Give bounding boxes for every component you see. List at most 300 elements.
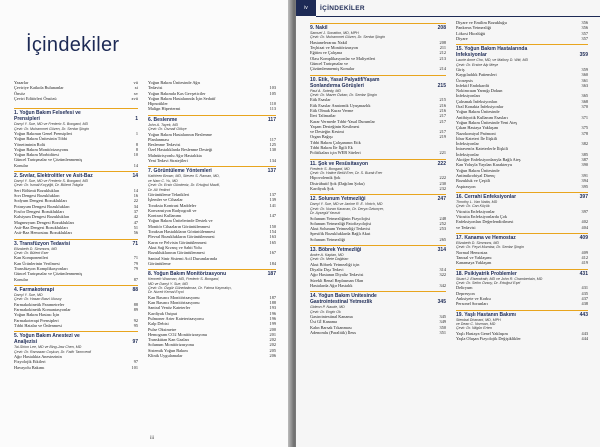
entry-title: Ürosepsis bbox=[456, 77, 473, 83]
entry-title: Kan Basıncı Monitörizasyonu bbox=[148, 300, 200, 306]
toc-chapter bbox=[14, 331, 138, 370]
toc-entry bbox=[310, 330, 446, 335]
entry-page: 125 bbox=[269, 142, 276, 148]
entry-title: Yoğun Bakım Ünitesinde Yeni Ateş bbox=[456, 119, 518, 125]
chapter-heading bbox=[456, 44, 588, 52]
chapter-authors: John A. Tayek, MD bbox=[148, 122, 179, 127]
left-page bbox=[0, 0, 292, 447]
entry-title: Farmakokinetik Komantasyonlar bbox=[14, 306, 71, 312]
entry-title: Akut Sağ Kıvanç ve Sabit Yolu bbox=[148, 244, 202, 250]
chapter-page: 215 bbox=[437, 82, 446, 89]
toc-entry bbox=[14, 230, 138, 235]
entry-page: 368 bbox=[581, 98, 588, 104]
header-title: İÇİNDEKİLER bbox=[320, 5, 365, 12]
chapter-heading bbox=[14, 239, 138, 247]
chapter-heading bbox=[310, 159, 446, 167]
chapter-page: 208 bbox=[437, 25, 446, 31]
entry-page: 215 bbox=[439, 97, 446, 103]
chapter-authors: Dr. Aysegül Yavruk bbox=[310, 211, 341, 216]
chapter-authors: Çevir: Dr. Ersin Gündeniz, Dr. Ertuğrul Mavili, bbox=[148, 183, 221, 188]
entry-page: 200 bbox=[269, 326, 276, 332]
entry-title: Önsöz bbox=[14, 90, 25, 96]
entry-title: Olası Komplikasyonlar ve Maliyetleri bbox=[310, 55, 376, 61]
chapter-authors: Timothy L. Van Natta, MD bbox=[456, 199, 498, 204]
chapter-title: 15. Yoğun Bakım Hastalarında bbox=[456, 46, 528, 53]
entry-title: Nazokomiyal Pnömoni bbox=[456, 130, 496, 136]
entry-title: Konvansiyon Radyografi ve bbox=[148, 207, 197, 213]
chapter-heading bbox=[148, 115, 276, 123]
entry-title: Güncel Tartışmalar ve Çözümlenmemiş bbox=[14, 271, 83, 277]
entry-title: Bozukluk ve Çeşitli bbox=[456, 178, 491, 184]
entry-page: 202 bbox=[269, 342, 276, 348]
chapter-title: 19. Yaşlı Hastanın Bakımı bbox=[456, 311, 516, 318]
toc-entry bbox=[310, 66, 446, 71]
entry-title: Pulmoner Arter Kateterizasyonu bbox=[148, 315, 204, 321]
entry-title: Farmakoterapi Prensipleri bbox=[14, 317, 59, 323]
entry-title: Distrübutif Şok (Dağılım Şoku) bbox=[310, 180, 365, 186]
entry-title: Sıvı Dengesi Bozuklukları bbox=[14, 193, 60, 199]
toc-chapter bbox=[148, 166, 276, 266]
entry-page: 404 bbox=[581, 224, 588, 230]
entry-title: İnfeksiyonlar bbox=[456, 141, 479, 147]
entry-title: Vücutta Enfeksiyonlarda Çok bbox=[456, 213, 508, 219]
chapter-heading bbox=[310, 23, 446, 31]
entry-title: Monitör Cihazların Görüntülenmesi bbox=[148, 223, 210, 229]
entry-title: Kalın Barsak Tıkanması bbox=[310, 324, 352, 330]
chapter-authors: ve Dean C. Norman, MD bbox=[456, 321, 496, 326]
toc-entry bbox=[310, 237, 446, 242]
entry-title: Yoğun Bakım Morbiditesi bbox=[14, 152, 59, 158]
entry-page: 216 bbox=[439, 108, 446, 113]
chapter-page: 409 bbox=[579, 234, 588, 241]
toc-chapter bbox=[14, 285, 138, 328]
entry-page: 357 bbox=[581, 30, 588, 36]
chapter-authors: Çevir: Dr. Osmail Gökçe bbox=[148, 127, 187, 132]
entry-title: Etik Olmak Kurar Verme bbox=[310, 108, 354, 113]
entry-page: 89 bbox=[133, 306, 138, 312]
chapter-authors: Çevir: Dr. Engin Ok bbox=[310, 309, 341, 314]
entry-page: 382 bbox=[581, 141, 588, 147]
toc-column-1 bbox=[14, 80, 138, 372]
entry-title: Antibiyotik Kullanım Esasları bbox=[456, 114, 508, 120]
chapter-title: 3. Transfüzyon Tedavisi bbox=[14, 240, 71, 247]
toc-entry bbox=[310, 186, 446, 191]
entry-page: 248 bbox=[439, 215, 446, 221]
toc-entry bbox=[148, 353, 276, 358]
chapter-page: 397 bbox=[579, 193, 588, 200]
chapter-authors: Dr. Ali Yedincl bbox=[148, 187, 171, 192]
entry-page: 8 bbox=[135, 146, 138, 152]
entry-page: 345 bbox=[439, 314, 446, 320]
entry-title: Transkütan Kan Gazları bbox=[148, 337, 190, 343]
entry-page: 356 bbox=[581, 25, 588, 31]
entry-title: Yoğun Bakımda Kas Gevşeticiler bbox=[148, 90, 206, 96]
entry-title: Konular bbox=[14, 276, 29, 282]
entry-title: Yoğun Bakım Ünitesinde bbox=[456, 109, 500, 115]
toc-entry bbox=[14, 277, 138, 282]
entry-title: Gastrointestinal Kanama bbox=[310, 314, 353, 320]
chapter-heading bbox=[14, 108, 138, 116]
entry-page: 359 bbox=[581, 67, 588, 72]
entry-page: 409 bbox=[581, 249, 588, 255]
entry-title: İdrar Kateteri İle İlişkili bbox=[456, 135, 498, 141]
entry-page: 443 bbox=[581, 330, 588, 336]
entry-title: İntravenöz Kateterlerle İlişkili bbox=[456, 146, 509, 152]
chapter-page: 345 bbox=[437, 299, 446, 306]
entry-title: Anksiyete ve Korku bbox=[456, 295, 491, 301]
chapter-title: 2. Sıvılar, Elektrolitler ve Asit-Baz bbox=[14, 173, 93, 180]
entry-page: 349 bbox=[439, 319, 446, 325]
entry-page: 397 bbox=[581, 208, 588, 214]
entry-title: Akciğer Enfeksiyonlarıyla Bağlı Ateş bbox=[456, 157, 521, 163]
entry-title: Yoğun Bakım Ünitesinde Ağrı bbox=[148, 80, 201, 85]
chapter-authors: Çevir: Dr. Ramazan Coşkun, Dr. Fatih Tanrıverdi bbox=[14, 349, 92, 354]
chapter-page: 359 bbox=[579, 52, 588, 59]
entry-page: 113 bbox=[269, 106, 276, 112]
entry-page: 22 bbox=[133, 198, 138, 204]
entry-title: Yeni Tedavi Stratejileri bbox=[148, 158, 188, 164]
chapter-title: 16. Cerrahi Enfeksiyonlar bbox=[456, 193, 517, 200]
entry-title: Adenomlu (Paralitik) İleus bbox=[310, 330, 357, 336]
entry-page: 402 bbox=[581, 219, 588, 225]
chapter-authors: Çevir: Dr. Selim Özsoy, Dr. Ertuğrul Eşel bbox=[456, 280, 521, 285]
entry-title: Etik Esaslar Anatomik Uyuşmazlık bbox=[310, 102, 371, 108]
toc-chapter bbox=[456, 269, 588, 307]
entry-page: 350 bbox=[439, 324, 446, 330]
entry-title: Yaşam Desteğinin Kesilmesi bbox=[310, 123, 360, 129]
entry-title: Personel Sorunları bbox=[456, 301, 488, 307]
toc-entry bbox=[148, 106, 276, 111]
entry-page: 438 bbox=[581, 301, 588, 307]
entry-title: Vücutta Enfeksiyonlar bbox=[456, 208, 495, 214]
entry-title: Tanısal ve Yaklaşımı bbox=[456, 254, 492, 260]
entry-title: Kan Komponentleri bbox=[14, 255, 49, 261]
entry-title: Potasyum Dengesi Bozuklukları bbox=[14, 203, 70, 209]
entry-page: 184 bbox=[269, 260, 276, 266]
toc-chapter bbox=[14, 239, 138, 282]
toc-entry bbox=[456, 260, 588, 265]
toc-entry bbox=[456, 225, 588, 230]
chapter-authors: Çevir: Dr. Nilgün Erten bbox=[456, 326, 492, 331]
chapter-authors: Darryl Y. Sue, MD bbox=[14, 292, 43, 297]
chapter-title: 18. Psikiyatrik Problemler bbox=[456, 270, 517, 277]
entry-page: 217 bbox=[439, 129, 446, 135]
entry-page: 79 bbox=[133, 265, 138, 271]
entry-page: 391 bbox=[581, 172, 588, 178]
entry-page: 105 bbox=[269, 90, 276, 96]
entry-page: 394 bbox=[581, 178, 588, 184]
entry-title: Toraksta Kontrast Maddeler bbox=[148, 202, 197, 208]
entry-page: 110 bbox=[269, 101, 276, 107]
entry-title: Deliryum bbox=[456, 285, 473, 291]
entry-page: 232 bbox=[439, 186, 446, 192]
entry-page: 199 bbox=[269, 321, 276, 327]
entry-page: 56 bbox=[133, 230, 138, 236]
entry-title: Karın ve Pelvisin Görüntülenmesi bbox=[148, 239, 207, 245]
entry-title: Kan Ürünlerinin Verilmesi bbox=[14, 260, 60, 266]
entry-title: Teçhizat ve Monitörizasyon bbox=[310, 45, 358, 51]
entry-page: 222 bbox=[439, 175, 446, 181]
toc-entry bbox=[14, 163, 138, 168]
chapter-title: 14. Yoğun Bakım Ünitesinde bbox=[310, 293, 377, 300]
chapter-authors: Çevir: Dr. Hatice Betül Erer, Dr. S. Burak Erer bbox=[310, 171, 383, 176]
entry-title: Antimikrobiyal Direnç bbox=[456, 172, 496, 178]
entry-title: Yönetiminin Rolü bbox=[14, 141, 46, 147]
entry-page: 230 bbox=[439, 180, 446, 186]
entry-page: 71 bbox=[133, 255, 138, 261]
entry-title: Nokimcuan Yarnığı Dokun bbox=[456, 88, 503, 94]
entry-title: Aspirasyon bbox=[456, 183, 476, 189]
entry-page: 378 bbox=[581, 130, 588, 136]
entry-title: Diyare bbox=[456, 35, 468, 41]
chapter-authors: Çevir: Dr. Bülent Eser bbox=[14, 250, 49, 255]
chapter-authors: Stewbal Dhanani, MD, MPH bbox=[456, 317, 501, 322]
entry-page: 265 bbox=[439, 236, 446, 242]
entry-page: 79 bbox=[133, 260, 138, 266]
entry-title: Akut Böbrek Yetmezliği için bbox=[310, 261, 360, 267]
entry-page: 42 bbox=[133, 214, 138, 220]
entry-title: Oral Konakta İnfeksiyonlar bbox=[456, 104, 504, 110]
chapter-authors: Darryl Y. Sue, MD ve Frederic S. Bongard, MD bbox=[14, 179, 89, 184]
entry-page: 357 bbox=[581, 35, 588, 41]
chapter-title: 9. Nakil bbox=[310, 25, 328, 31]
entry-title: Giriş bbox=[456, 67, 465, 72]
toc-chapter bbox=[310, 75, 446, 156]
toc-entry bbox=[148, 158, 276, 163]
entry-title: Kalp Debisi bbox=[148, 321, 169, 327]
entry-title: Tedavisi bbox=[148, 85, 163, 91]
entry-title: Santral Sinir Sistemi Acil Durumlarında bbox=[148, 255, 217, 261]
chapter-authors: ve Nam C. Yu, MD bbox=[148, 178, 178, 183]
chapter-authors: Paul A. Sotedy, MD bbox=[310, 88, 341, 93]
entry-page: 187 bbox=[269, 294, 276, 300]
entry-page: 14 bbox=[133, 162, 138, 168]
entry-page: 419 bbox=[581, 260, 588, 266]
chapter-title-cont: İnfeksiyonlar bbox=[456, 52, 487, 59]
chapter-title: 4. Farmakoterapi bbox=[14, 286, 55, 293]
chapter-authors: Stuart J. Eisendrath, MD ve John R. Chamberlain, MD bbox=[456, 276, 543, 281]
toc-entry bbox=[456, 301, 588, 306]
entry-title: Toraksın Hastalıkların Görüntülenmesi bbox=[148, 229, 216, 235]
chapter-authors: Samuel J. Sonation, MD, MPH bbox=[310, 31, 359, 35]
entry-title: Lökosi Hiozlüğü bbox=[456, 30, 486, 36]
entry-title: Asit-Baz Hemostası Bozuklukları bbox=[14, 230, 72, 236]
chapter-heading bbox=[148, 166, 276, 174]
toc-column-4 bbox=[456, 20, 588, 343]
entry-page: 193 bbox=[269, 305, 276, 311]
entry-page: 387 bbox=[581, 157, 588, 163]
entry-page: 137 bbox=[269, 192, 276, 197]
entry-title: Hemogram CO2 Monitörizasyonu bbox=[148, 331, 207, 337]
header-rule bbox=[316, 16, 600, 17]
chapter-title: 5. Yoğun Bakım Anestezi ve bbox=[14, 333, 80, 340]
entry-page: 92 bbox=[133, 317, 138, 323]
entry-page: 371 bbox=[581, 114, 588, 120]
chapter-authors: Çevir: Dr. Ersine Alp Meşe bbox=[456, 62, 499, 67]
entry-page: 51 bbox=[133, 224, 138, 230]
spacer bbox=[14, 101, 138, 105]
entry-title: Karar Vermede Tıbbi-Yasal Durumlar bbox=[310, 118, 375, 124]
entry-title: Hastanelerarası Nakil bbox=[310, 39, 348, 45]
toc-chapter bbox=[456, 192, 588, 230]
chapter-authors: Kathleen Brown, MD, Steven S. Raman, MD, bbox=[148, 174, 220, 179]
toc-entry bbox=[14, 323, 138, 328]
chapter-authors: Frederic S. Bongard, MD bbox=[310, 166, 350, 171]
toc-chapter bbox=[148, 269, 276, 358]
entry-title: İnfeksiyonları bbox=[456, 93, 481, 99]
entry-title: Özel Hastalıklarda Beslenme Desteği bbox=[148, 147, 213, 153]
entry-page: 101 bbox=[131, 364, 138, 370]
entry-page: 163 bbox=[269, 234, 276, 240]
chapter-title-cont: Sonlandırma Görüşleri bbox=[310, 82, 364, 89]
entry-page: 47 bbox=[133, 219, 138, 225]
entry-title: Planlanması bbox=[148, 136, 170, 142]
chapter-page: 71 bbox=[132, 240, 138, 247]
entry-title: Yoğun Bakım Hastalarının Beslenme bbox=[148, 131, 212, 137]
entry-page: 370 bbox=[581, 104, 588, 110]
entry-page: 219 bbox=[439, 134, 446, 140]
chapter-heading bbox=[14, 285, 138, 293]
chapter-title-cont: Prensipleri bbox=[14, 116, 40, 123]
chapter-authors: Çevir: Dr. Muhammet Güven, Dr. Serdar Şingin bbox=[310, 35, 386, 40]
entry-page: 205 bbox=[269, 347, 276, 353]
entry-page: 385 bbox=[581, 151, 588, 157]
chapter-heading bbox=[310, 75, 446, 83]
chapter-title: 6. Beslenme bbox=[148, 116, 178, 123]
entry-page: 134 bbox=[269, 158, 276, 164]
chapter-title: 10. Etik, Yasal Palyatif/Yaşam bbox=[310, 76, 380, 83]
entry-page: 342 bbox=[439, 283, 446, 289]
chapter-heading bbox=[456, 269, 588, 277]
entry-title: Plevral Bozuklukların Görüntülenmesi bbox=[148, 234, 215, 240]
entry-title: Fizyolojik Etkileri bbox=[14, 359, 46, 365]
entry-title: Havayolu Bakımı bbox=[14, 364, 45, 370]
right-page bbox=[296, 0, 600, 447]
chapter-title: 13. Böbrek Yetmezliği bbox=[310, 247, 362, 254]
chapter-authors: Kenneth Waxman, MD, Frederic S. Bongard, bbox=[148, 277, 220, 282]
entry-title: Solunum Yetmezliği Patofizyolojisi bbox=[310, 220, 372, 226]
entry-page: 141 bbox=[269, 202, 276, 208]
entry-title: Diyaliz Dışı Tedavi bbox=[310, 267, 344, 273]
entry-title: Yoğun Bakım Ünitelerinde Destek ve bbox=[148, 218, 213, 224]
entry-page: 196 bbox=[269, 315, 276, 321]
chapter-page: 88 bbox=[132, 286, 138, 293]
entry-title: Görüntüleme Teknikleri bbox=[148, 192, 190, 197]
entry-title: Güncel Tartışmalar ve Çözümlenmemiş bbox=[14, 157, 83, 163]
chapter-heading-cont bbox=[310, 83, 446, 89]
entry-page: 361 bbox=[581, 77, 588, 83]
entry-page: 139 bbox=[269, 197, 276, 203]
entry-page: 16 bbox=[133, 193, 138, 199]
entry-title: Klinik Uygulamalar bbox=[148, 353, 183, 359]
chapter-authors: Tai-Shion Lee, MD ve Bing-Jaw Chen, MD bbox=[14, 345, 82, 350]
chapter-heading bbox=[310, 291, 446, 299]
entry-page: 117 bbox=[269, 136, 276, 142]
chapter-page: 1 bbox=[135, 116, 138, 123]
entry-page: 435 bbox=[581, 290, 588, 296]
entry-page: 221 bbox=[439, 150, 446, 156]
toc-chapter bbox=[310, 245, 446, 288]
entry-page: 431 bbox=[581, 285, 588, 291]
toc-chapter bbox=[14, 171, 138, 235]
entry-title: Yaşlı Hastaya Genel Yaklaşım bbox=[456, 330, 508, 336]
toc-column-2 bbox=[148, 80, 276, 360]
chapter-authors: MD ve Darryl Y. Sue, MD bbox=[148, 281, 188, 286]
entry-page: 14 bbox=[133, 187, 138, 193]
toc-chapter bbox=[456, 233, 588, 266]
entry-page: 365 bbox=[581, 93, 588, 99]
entry-page: 375 bbox=[581, 125, 588, 131]
toc-entry bbox=[310, 283, 446, 288]
entry-page: 252 bbox=[439, 220, 446, 226]
entry-title: Kan Yoluyla Yayılan Karakteryu bbox=[456, 162, 512, 168]
entry-page: 147 bbox=[269, 213, 276, 219]
entry-title: Seri Bölümü Bozuklukları bbox=[14, 187, 60, 193]
entry-title: Pulse Oksimetre bbox=[148, 326, 177, 332]
toc-entry bbox=[14, 365, 138, 370]
entry-page: xv bbox=[133, 90, 138, 96]
chapter-authors: Çevir: Dr. İsmail Koçyiğit, Dr. Bülent Tokgöz bbox=[14, 183, 84, 188]
entry-title: Tıbbi Hatalar ve Önlenmesi bbox=[14, 322, 62, 328]
chapter-authors: Çevir: Dr. Muhammet Güven, Dr. Serdar Şingin bbox=[14, 126, 90, 131]
chapter-authors: Çevir: Dr. Feyzi Mumtaz, Dr. Serdar Şingin bbox=[456, 245, 524, 250]
chapter-authors: Darryl Y. Sue, MD ve Janine R. E. Vintch, MD bbox=[310, 202, 383, 207]
chapter-authors: Çevir: Dr. Nuran Karacan, Dr. Derya Öztunçer, bbox=[310, 206, 384, 211]
entry-title: Kan Basıncı Monitörizasyonu bbox=[148, 294, 200, 300]
entry-title: Spesifik Bozukluklarda Bağlı Akut bbox=[310, 231, 371, 237]
entry-page: 437 bbox=[581, 295, 588, 301]
entry-page: 360 bbox=[581, 72, 588, 78]
entry-page: 202 bbox=[269, 337, 276, 343]
entry-title: Yoğun Bakım Hastalarında İçin Sedatif bbox=[148, 95, 216, 101]
chapter-authors: Çevir: Dr. Can Küçük bbox=[456, 204, 490, 209]
header-page-tab: iv bbox=[296, 0, 316, 16]
entry-page: 95 bbox=[133, 322, 138, 328]
entry-page: 88 bbox=[133, 301, 138, 307]
chapter-page: 247 bbox=[437, 196, 446, 203]
chapter-title-cont: Gastrointestinal Yetmezlik bbox=[310, 299, 373, 306]
entry-title: Ağır Hastalıkta Anestezinin bbox=[14, 353, 62, 359]
chapter-heading bbox=[14, 331, 138, 339]
entry-page: 87 bbox=[133, 276, 138, 282]
front-matter-entry bbox=[14, 96, 138, 101]
entry-page: 390 bbox=[581, 162, 588, 168]
entry-page: 188 bbox=[269, 300, 276, 306]
entry-page: 37 bbox=[133, 209, 138, 215]
entry-page: 1 bbox=[135, 131, 138, 136]
entry-title: Kardiyak Şok bbox=[310, 186, 334, 192]
entry-page: 253 bbox=[439, 226, 446, 232]
chapter-page: 14 bbox=[132, 173, 138, 180]
entry-title: Üst Gİ Kanama bbox=[310, 319, 337, 325]
entry-title: Çalısmak İnfeksiyonları bbox=[456, 98, 498, 104]
entry-title: Kanamaya Yaklaşım bbox=[456, 260, 492, 266]
chapter-title: 8. Yoğun Bakım Monitörizasyonu bbox=[148, 271, 227, 278]
entry-title: Enfeksiyonları Değerlendirilmesi bbox=[456, 219, 514, 225]
entry-page: 314 bbox=[439, 267, 446, 273]
entry-page: 395 bbox=[581, 183, 588, 189]
toc-entry bbox=[310, 150, 446, 155]
entry-title: Kontrast Kullanımı bbox=[148, 213, 182, 219]
chapter-title-cont: Analjezisi bbox=[14, 339, 38, 346]
entry-title: Diyare ve Emilim Bozukluğu bbox=[456, 20, 507, 25]
entry-page: xi bbox=[134, 85, 138, 91]
toc-chapter bbox=[310, 23, 446, 72]
entry-title: İşlemler ve Cihazlar bbox=[148, 197, 183, 203]
entry-title: Farmakokinetik Parametreler bbox=[14, 301, 65, 307]
entry-title: Solunum Yetmezliğinin Fizyolojisi bbox=[310, 215, 371, 221]
chapter-title: 11. Şok ve Resüsitasyon bbox=[310, 160, 369, 167]
